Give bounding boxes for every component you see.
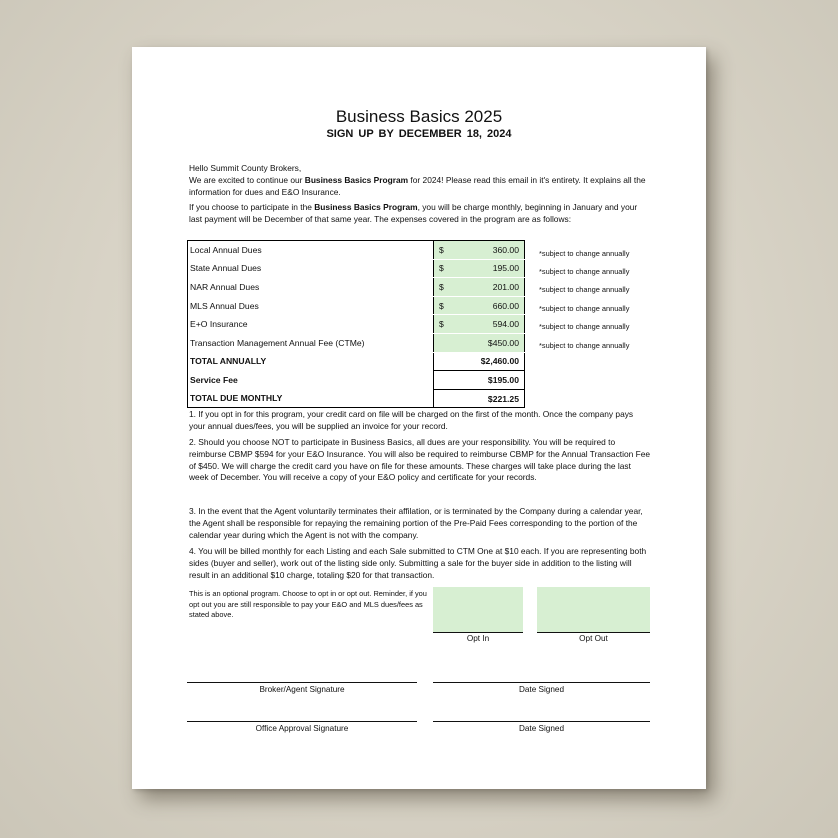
fee-amount: 195.00 [492,263,519,274]
total-amount-cell [434,352,525,371]
total-label: TOTAL ANNUALLY [188,352,434,371]
agent-signature-line[interactable] [187,682,417,683]
fee-label: Transaction Management Annual Fee (CTMe) [188,333,434,352]
document-title: Business Basics 2025 [335,107,503,126]
intro2-paragraph [189,202,651,226]
fee-amount: 201.00 [492,281,519,292]
total-row [188,389,525,408]
total-amount: $195.00 [487,374,519,385]
fee-note: *subject to change annually [539,341,630,350]
terms-item-1: 1. If you opt in for this program, your credit card on file will be charged on the first of the month. Once the company pays your annual dues/fees, you will be supplied an invoice for your record. [189,409,634,431]
fee-amount: 594.00 [492,319,519,330]
total-label: Service Fee [188,371,434,390]
fee-currency: $ [439,319,444,330]
total-amount: $2,460.00 [480,356,519,367]
optional-program-note: This is an optional program. Choose to opt in or opt out. Reminder, if you opt out you are still responsible to pay your E&O and MLS dues/fees as stated above. [189,589,427,619]
office-date-line[interactable] [433,721,650,722]
terms-item-3: 3. In the event that the Agent voluntarily terminates their affilation, or is terminated by the Company during a calendar year, the Agent shall be responsible for repaying the remaining portion of the Pre-Paid Fees corresponding to the portion of the calendar year during which the Agent is not with the company. [189,506,643,540]
fee-amount: 660.00 [492,300,519,311]
fees-table [187,240,525,408]
fee-currency: $ [439,300,444,311]
fee-currency: $ [439,263,444,274]
document-page [132,47,706,789]
fee-amount-cell [434,315,525,334]
fee-row [188,241,525,260]
intro2-text-c: , you will be charge monthly, beginning in January and your last payment will be December of that same year. The expenses covered in the program are as follows: [189,202,638,224]
total-amount-cell [434,371,525,390]
fee-row [188,333,525,352]
fee-amount-cell [434,241,525,260]
fee-label: Local Annual Dues [188,241,434,260]
intro-program-name: Business Basics Program [304,175,409,185]
fee-note: *subject to change annually [539,285,630,294]
fee-label: E+O Insurance [188,315,434,334]
office-signature-line[interactable] [187,721,417,722]
fee-row [188,259,525,278]
fee-note: *subject to change annually [539,267,630,276]
fee-amount-cell [434,296,525,315]
fee-note: *subject to change annually [539,304,630,313]
fee-currency: $ [439,281,444,292]
total-amount: $221.25 [487,393,519,404]
terms-item-4: 4. You will be billed monthly for each Listing and each Sale submitted to CTM One at $10 each. If you are representing both sides (buyer and seller), work out of the listing side only. Submitting a sale for the buyer side in addition to the listing will result in an additional $10 charge, totaling $20 for that transaction. [189,546,647,580]
document-subtitle: SIGN UP BY DECEMBER 18, 2024 [326,128,512,140]
intro-text-c: for 2024! Please read this email in it's entirety. It explains all the information for dues and E&O Insurance. [189,175,646,197]
intro2-program-name: Business Basics Program [314,202,418,212]
fee-amount-cell [434,259,525,278]
opt-in-line [433,632,523,633]
fee-label: MLS Annual Dues [188,296,434,315]
intro-text-a: We are excited to continue our [189,175,305,185]
opt-out-box[interactable] [537,587,650,632]
greeting: Hello Summit County Brokers, [189,163,302,173]
opt-in-label: Opt In [466,634,490,643]
terms-item-2: 2. Should you choose NOT to participate in Business Basics, all dues are your responsibility. You will be required to reimburse CBMP $594 for your E&O Insurance. You will also be required to reimburse CBMP for the Annual Transaction Fee of $450. We will charge the credit card you have on file for these amounts. These charges will take place during the last week of December. You will receive a copy of your E&O policy and certificate for your records. [189,437,651,483]
date-signed-line[interactable] [433,682,650,683]
fee-label: NAR Annual Dues [188,278,434,297]
office-signature-label: Office Approval Signature [255,724,349,733]
intro-paragraph [189,175,651,199]
total-row [188,371,525,390]
fee-currency: $ [439,244,444,255]
opt-out-label: Opt Out [579,634,608,643]
fee-amount: $450.00 [487,337,519,348]
total-row [188,352,525,371]
fee-label: State Annual Dues [188,259,434,278]
opt-in-box[interactable] [433,587,523,632]
opt-out-line [537,632,650,633]
office-date-label: Date Signed [518,724,565,733]
agent-signature-label: Broker/Agent Signature [259,685,345,694]
fee-amount-cell [434,333,525,352]
fee-note: *subject to change annually [539,249,630,258]
intro2-text-a: If you choose to participate in the [189,202,315,212]
fee-row [188,315,525,334]
fee-amount-cell [434,278,525,297]
total-amount-cell [434,389,525,408]
date-signed-label: Date Signed [518,685,565,694]
total-label: TOTAL DUE MONTHLY [188,389,434,408]
fee-amount: 360.00 [492,244,519,255]
fee-row [188,296,525,315]
fee-row [188,278,525,297]
fee-note: *subject to change annually [539,322,630,331]
